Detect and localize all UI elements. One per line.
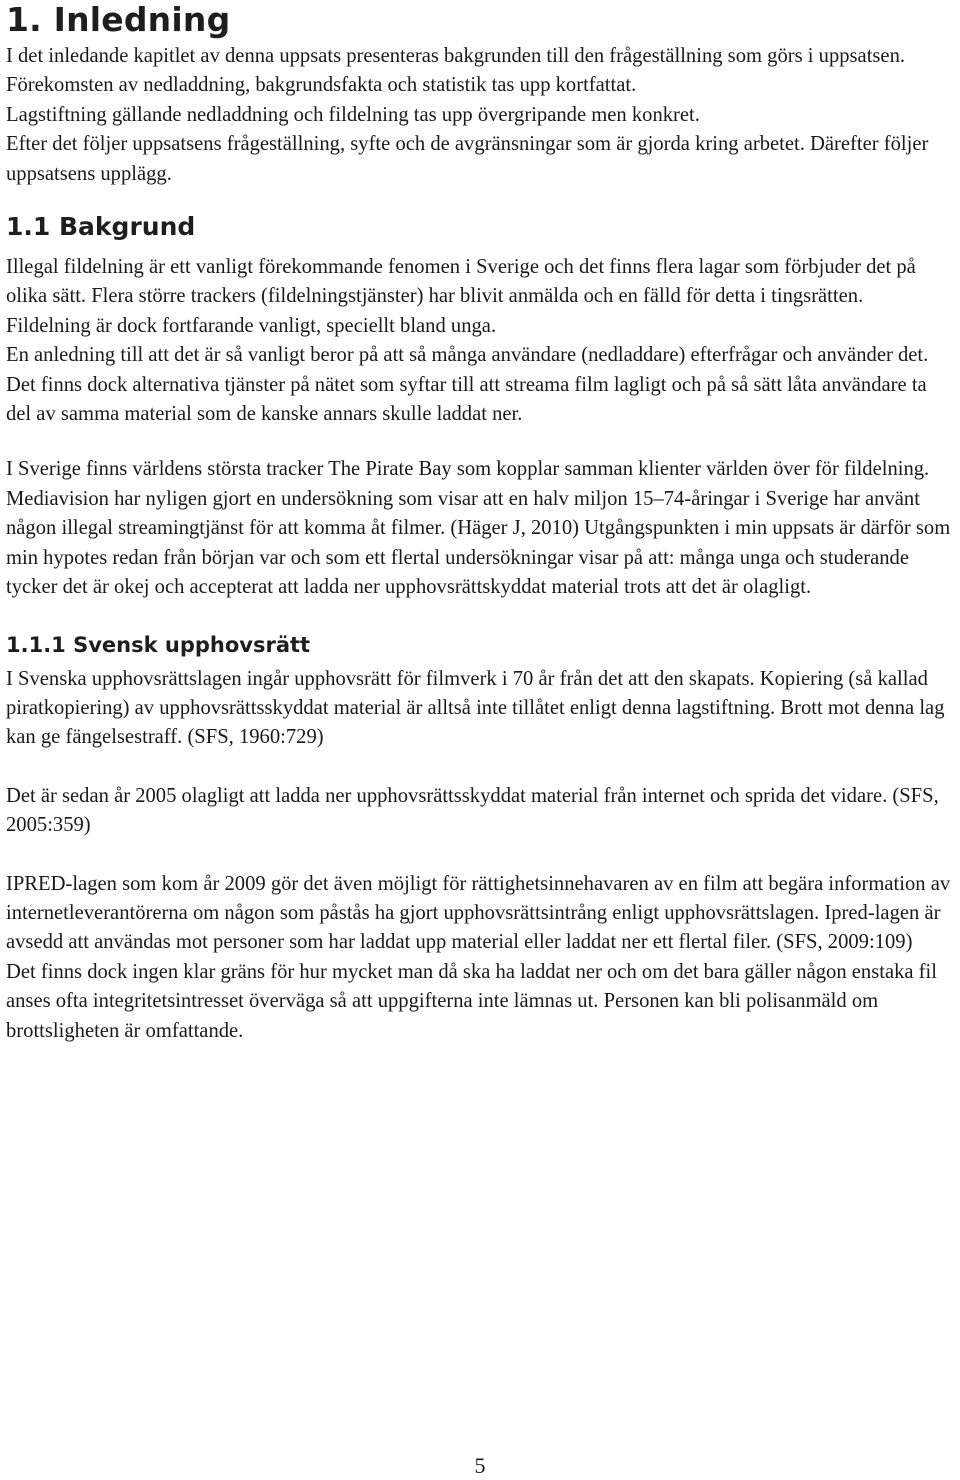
- intro-paragraph-1: I det inledande kapitlet av denna uppsats presenteras bakgrunden till den frågeställning som görs i uppsatsen.: [6, 45, 906, 67]
- copyright-paragraph-3: IPRED-lagen som kom år 2009 gör det även möjligt för rättighetsinnehavaren av en film att begära information av internetleverantörerna om någon som påstås ha gjort upphovsrättsintrång enligt upphovsrättslagen. Ipred-lagen är avsedd att användas mot personer som har laddat upp material eller laddat ner ett flertal filer. (SFS, 2009:109): [6, 872, 951, 954]
- copyright-paragraph-4: Det finns dock ingen klar gräns för hur mycket man då ska ha laddat ner och om det bara gäller någon enstaka fil anses ofta integritetsintresset överväga så att uppgifterna inte lämnas ut. Personen kan bli polisanmäld om brottsligheten är omfattande.: [6, 960, 937, 1042]
- intro-paragraph-3: Lagstiftning gällande nedladdning och fildelning tas upp övergripande men konkret.: [6, 103, 700, 126]
- background-paragraph-3: En anledning till att det är så vanligt beror på att så många användare (nedladdare) efterfrågar och använder det.: [6, 344, 929, 367]
- copyright-paragraph-1: I Svenska upphovsrättslagen ingår upphovsrätt för filmverk i 70 år från det att den skapats. Kopiering (så kallad piratkopiering) av upphovsrättsskyddat material är alltså inte tillåtet enligt denna lagstiftning. Brott mot denna lag kan ge fängelsestraff. (SFS, 1960:729): [6, 667, 945, 749]
- section-heading-background: 1.1 Bakgrund: [6, 212, 196, 242]
- background-paragraph-4: Det finns dock alternativa tjänster på nätet som syftar till att streama film lagligt och på så sätt låta användare ta del av samma material som de kanske annars skulle laddat ner.: [6, 373, 927, 426]
- background-paragraph-1: Illegal fildelning är ett vanligt förekommande fenomen i Sverige och det finns flera lagar som förbjuder det på olika sätt. Flera större trackers (fildelningstjänster) har blivit anmälda och en fälld för detta i tingsrätten.: [6, 256, 916, 308]
- background-paragraph-2: Fildelning är dock fortfarande vanligt, speciellt bland unga.: [6, 314, 497, 337]
- copyright-paragraph-2: Det är sedan år 2005 olagligt att ladda ner upphovsrättsskyddat material från internet och sprida det vidare. (SFS, 2005:359): [6, 784, 939, 837]
- chapter-heading: 1. Inledning: [6, 0, 231, 39]
- intro-paragraph-2: Förekomsten av nedladdning, bakgrundsfakta och statistik tas upp kortfattat.: [6, 74, 637, 97]
- document-page: [6, 0, 956, 1046]
- section-heading-copyright: 1.1.1 Svensk upphovsrätt: [6, 632, 311, 657]
- page-number: 5: [474, 1453, 486, 1478]
- background-paragraph-5: I Sverige finns världens största tracker The Pirate Bay som kopplar samman klienter världen över för fildelning. Mediavision har nyligen gjort en undersökning som visar att en halv miljon 15–74-åringar i Sverige har använt någon illegal streamingtjänst för att komma åt filmer. (Häger J, 2010) Utgångspunkten i min uppsats är därför som min hypotes redan från början var och som ett flertal undersökningar visar på att: många unga och studerande tycker det är okej och accepterat att ladda ner upphovsrättskyddat material trots att det är olagligt.: [6, 458, 951, 599]
- intro-paragraph-4: Efter det följer uppsatsens frågeställning, syfte och de avgränsningar som är gjorda kring arbetet. Därefter följer uppsatsens upplägg.: [6, 133, 929, 185]
